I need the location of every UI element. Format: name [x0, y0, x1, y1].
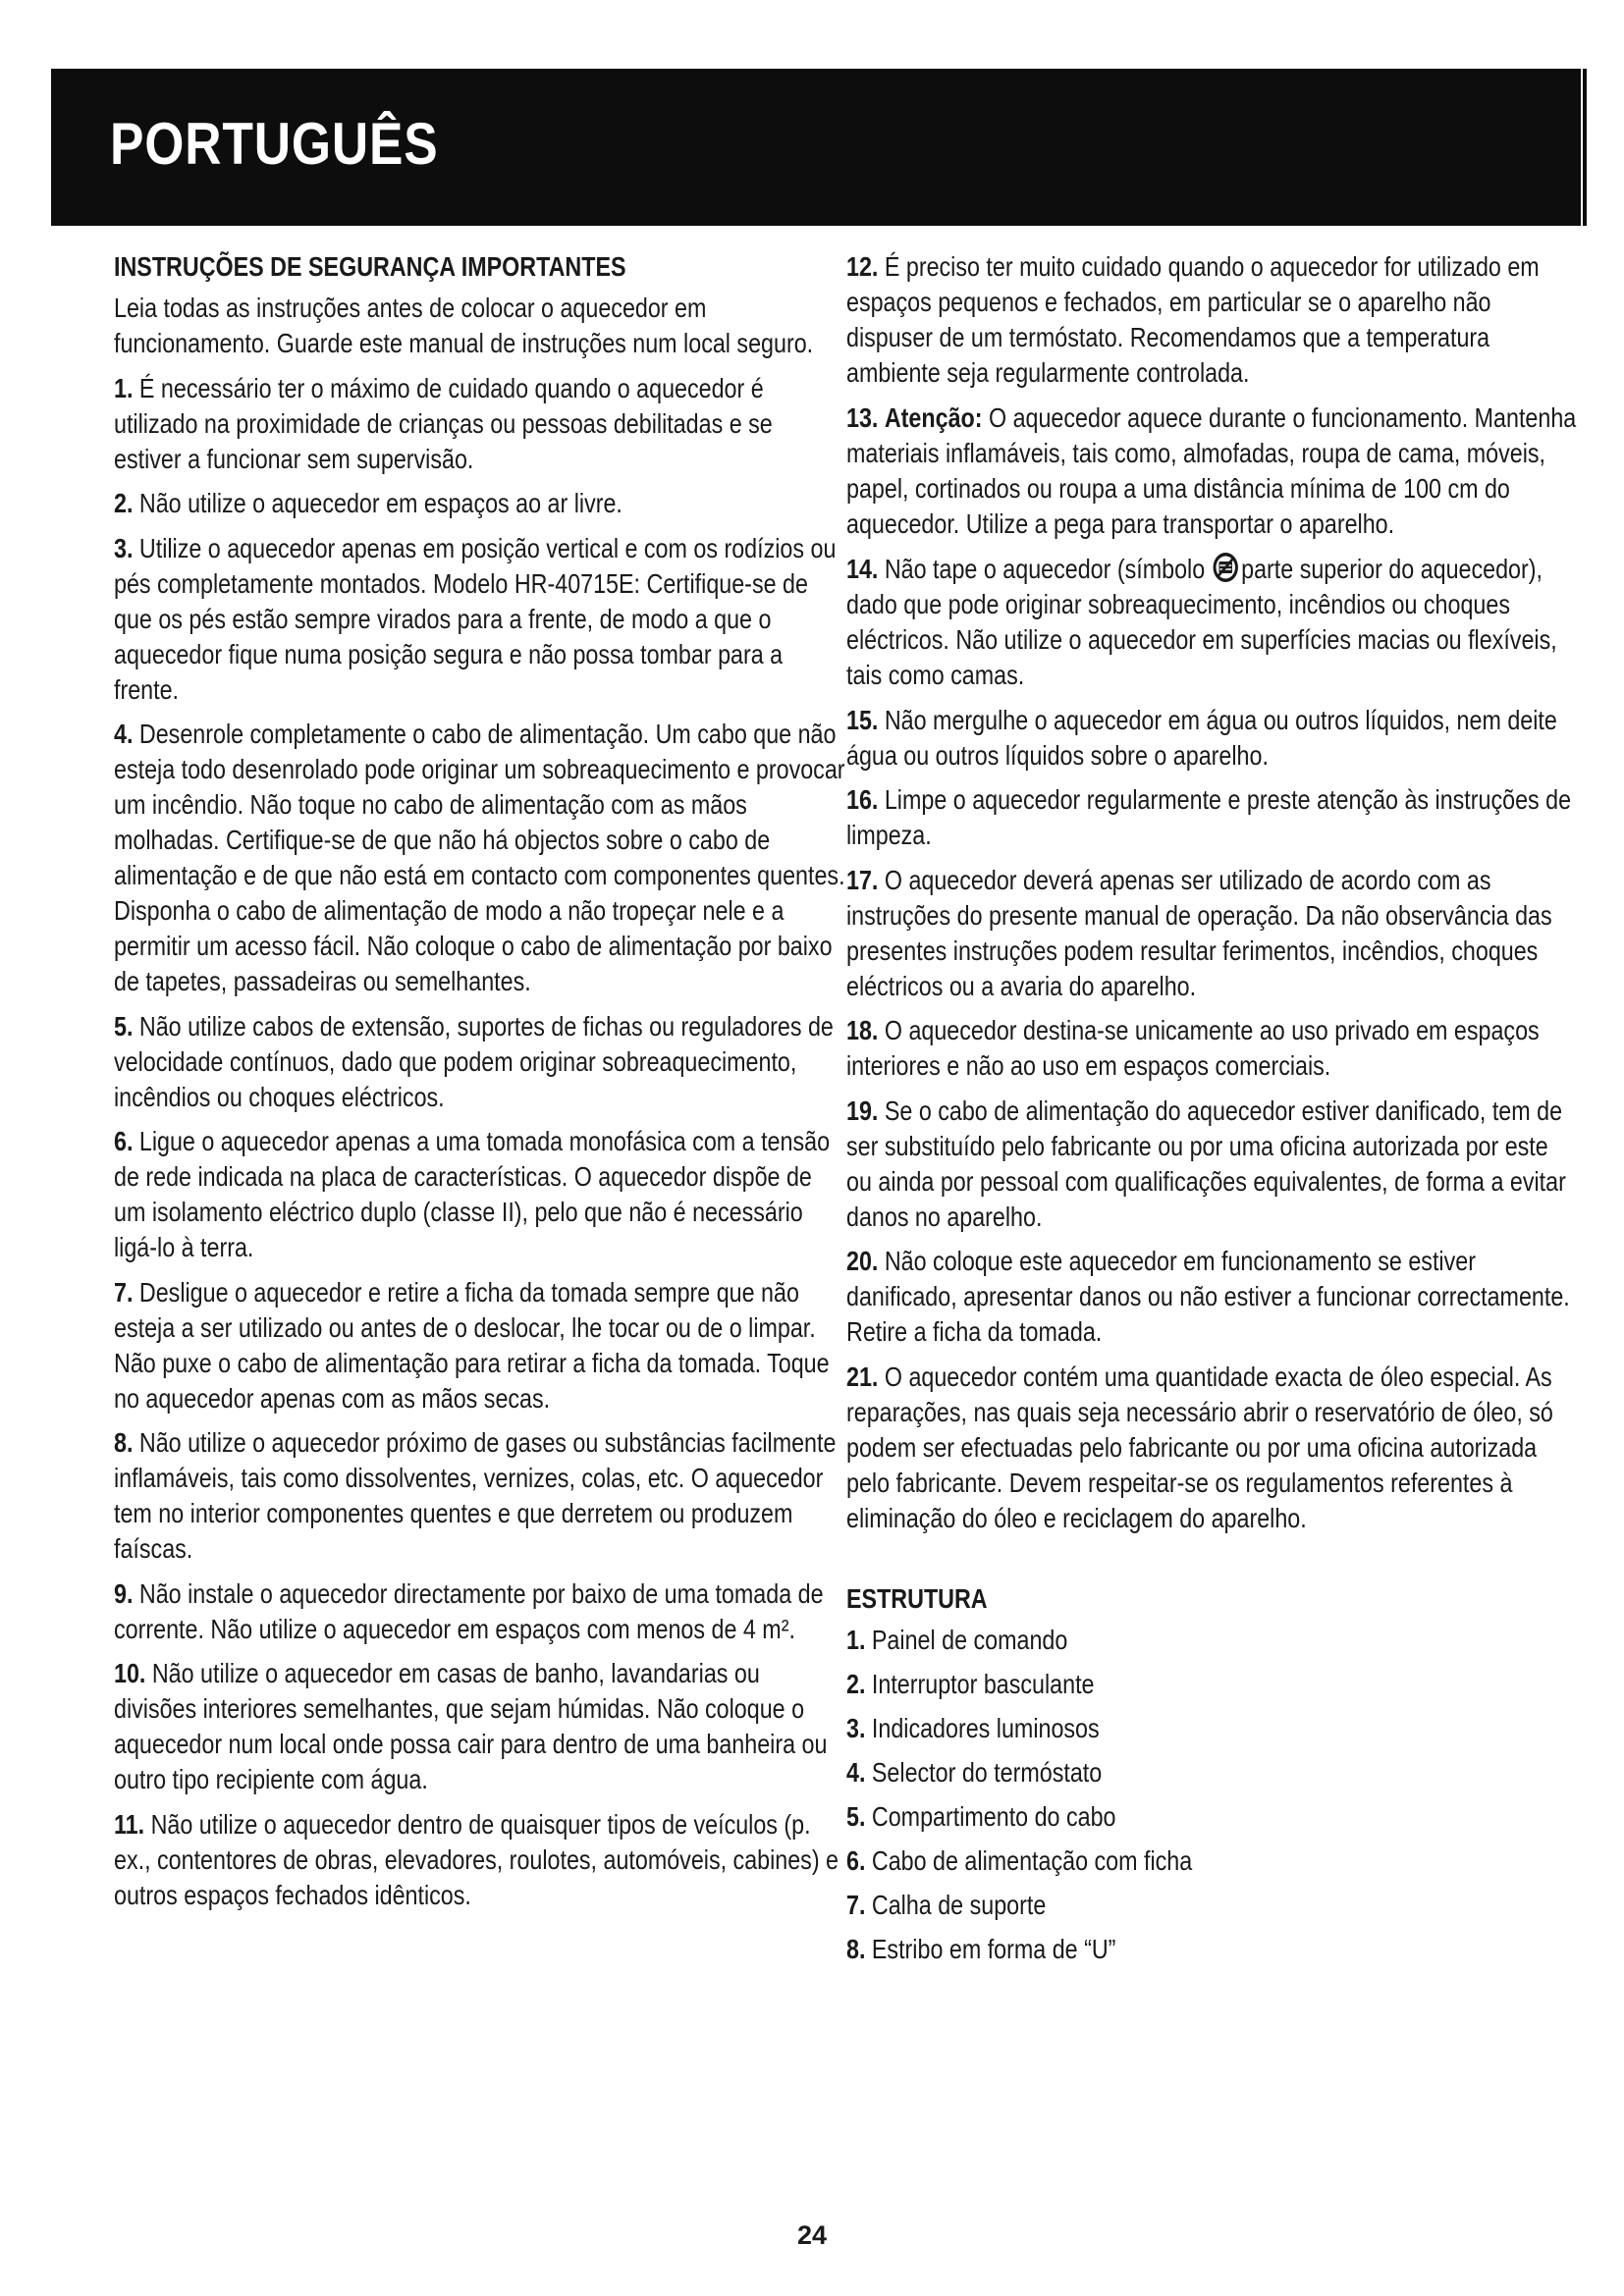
item-text: O aquecedor deverá apenas ser utilizado de acordo com as instruções do presente manual de operação. Da não observância das presentes instruções podem resultar ferimentos, incêndios, choques eléctricos ou a avaria do aparelho. [846, 864, 1552, 1001]
item-text-after: parte superior do aquecedor), dado que pode originar sobreaquecimento, incêndios ou choques eléctricos. Não utilize o aquecedor em superfícies macias ou flexíveis, tais como camas. [846, 554, 1557, 690]
item-number: 8. [114, 1427, 134, 1458]
safety-item-6 [114, 1124, 845, 1265]
item-text: Estribo em forma de “U” [871, 1934, 1116, 1964]
item-text: Desligue o aquecedor e retire a ficha da tomada sempre que não esteja a ser utilizado ou antes de o deslocar, lhe tocar ou de o limpar. Não puxe o cabo de alimentação para retirar a ficha da tomada. Toque no aquecedor apenas com as mãos secas. [114, 1276, 830, 1414]
do-not-cover-icon [1212, 551, 1240, 584]
safety-item-10 [114, 1656, 845, 1797]
item-text: Calha de suporte [871, 1890, 1047, 1920]
item-text: Não utilize o aquecedor em casas de banho, lavandarias ou divisões interiores semelhantes, que sejam húmidas. Não coloque o aquecedor num local onde possa cair para dentro de uma banheira ou outro tipo recipiente com água. [114, 1658, 828, 1794]
item-text: Cabo de alimentação com ficha [871, 1845, 1193, 1876]
item-text: Ligue o aquecedor apenas a uma tomada monofásica com a tensão de rede indicada na placa de características. O aquecedor dispõe de um isolamento eléctrico duplo (classe II), pelo que não é necessário ligá-lo à terra. [114, 1126, 831, 1262]
safety-heading: INSTRUÇÕES DE SEGURANÇA IMPORTANTES [114, 251, 626, 282]
item-number: 2. [846, 1669, 866, 1699]
item-text: É preciso ter muito cuidado quando o aquecedor for utilizado em espaços pequenos e fechados, em particular se o aparelho não dispuser de um termóstato. Recomendamos que a temperatura ambiente seja regularmente controlada. [846, 251, 1540, 388]
structure-item-2 [846, 1667, 1578, 1702]
item-text: Não instale o aquecedor directamente por baixo de uma tomada de corrente. Não utilize o aquecedor em espaços com menos de 4 m². [114, 1577, 824, 1644]
item-text: Desenrole completamente o cabo de alimentação. Um cabo que não esteja todo desenrolado pode originar um sobreaquecimento e provocar um incêndio. Não toque no cabo de alimentação com as mãos molhadas. Certifique-se de que não há objectos sobre o cabo de alimentação e de que não está em contacto com componentes quentes. Disponha o cabo de alimentação de modo a não tropeçar nele e a permitir um acesso fácil. Não coloque o cabo de alimentação por baixo de tapetes, passadeiras ou semelhantes. [114, 719, 845, 996]
item-number: 12. [846, 251, 879, 282]
safety-item-15 [846, 703, 1578, 774]
safety-intro: Leia todas as instruções antes de colocar o aquecedor em funcionamento. Guarde este manual de instruções num local seguro. [114, 293, 814, 358]
safety-item-5 [114, 1009, 845, 1115]
item-number: 21. [846, 1361, 879, 1392]
section-spacer [846, 1545, 1578, 1581]
safety-item-7 [114, 1275, 845, 1416]
safety-item-14 [846, 551, 1578, 693]
item-text: Não utilize o aquecedor em espaços ao ar livre. [138, 488, 623, 518]
item-number: 7. [114, 1276, 134, 1308]
item-text: O aquecedor contém uma quantidade exacta de óleo especial. As reparações, nas quais seja necessário abrir o reservatório de óleo, só podem ser efectuadas pelo fabricante ou por uma oficina autorizada pelo fabricante. Devem respeitar-se os regulamentos referentes à eliminação do óleo e reciclagem do aparelho. [846, 1361, 1553, 1533]
safety-item-20 [846, 1244, 1578, 1350]
item-number: 9. [114, 1577, 134, 1609]
item-number: 1. [846, 1625, 866, 1655]
item-number: 2. [114, 488, 134, 518]
item-number: 17. [846, 864, 879, 895]
item-text: Não utilize cabos de extensão, suportes de fichas ou reguladores de velocidade contínuos, dado que podem originar sobreaquecimento, incêndios ou choques eléctricos. [114, 1010, 834, 1112]
item-number: 1. [114, 372, 134, 403]
language-title: PORTUGUÊS [110, 111, 439, 177]
item-number: 15. [846, 704, 879, 735]
item-text: Não mergulhe o aquecedor em água ou outros líquidos, nem deite água ou outros líquidos sobre o aparelho. [846, 704, 1557, 771]
safety-item-3 [114, 531, 845, 708]
item-text: Limpe o aquecedor regularmente e preste atenção às instruções de limpeza. [846, 784, 1572, 850]
right-column [846, 249, 1578, 1976]
item-number: 7. [846, 1890, 866, 1920]
item-number: 19. [846, 1095, 879, 1126]
item-number: 4. [114, 719, 134, 749]
item-number: 3. [846, 1713, 866, 1743]
safety-item-17 [846, 863, 1578, 1004]
item-text: Interruptor basculante [871, 1669, 1095, 1699]
item-text: Não coloque este aquecedor em funcionamento se estiver danificado, apresentar danos ou não estiver a funcionar correctamente. Retire a ficha da tomada. [846, 1246, 1570, 1347]
item-number: 6. [114, 1126, 134, 1156]
safety-item-4 [114, 717, 845, 999]
page-number: 24 [796, 2220, 828, 2250]
safety-item-12 [846, 249, 1578, 391]
safety-item-16 [846, 782, 1578, 853]
left-column [114, 249, 845, 1922]
structure-item-7 [846, 1888, 1578, 1923]
structure-item-1 [846, 1623, 1578, 1658]
structure-item-6 [846, 1843, 1578, 1879]
header-band-edge [1583, 69, 1587, 226]
item-text: É necessário ter o máximo de cuidado quando o aquecedor é utilizado na proximidade de crianças ou pessoas debilitadas e se estiver a funcionar sem supervisão. [114, 372, 773, 474]
item-text: Não utilize o aquecedor próximo de gases ou substâncias facilmente inflamáveis, tais como dissolventes, vernizes, colas, etc. O aquecedor tem no interior componentes quentes e que derretem ou produzem faíscas. [114, 1427, 837, 1564]
structure-heading: ESTRUTURA [846, 1583, 988, 1614]
item-number: 6. [846, 1845, 866, 1876]
safety-item-13 [846, 400, 1578, 542]
structure-item-8 [846, 1932, 1578, 1967]
item-text: Compartimento do cabo [871, 1801, 1116, 1832]
item-text: Não utilize o aquecedor dentro de quaisquer tipos de veículos (p. ex., contentores de obras, elevadores, roulotes, automóveis, cabines) e outros espaços fechados idênticos. [114, 1808, 839, 1910]
item-number: 14. [846, 554, 879, 584]
item-number: 18. [846, 1015, 879, 1045]
item-text-before: Não tape o aquecedor (símbolo [884, 554, 1206, 584]
item-number: 5. [114, 1010, 134, 1041]
safety-item-19 [846, 1094, 1578, 1235]
item-number: 13. [846, 401, 879, 433]
item-number: 10. [114, 1658, 146, 1688]
item-text: Indicadores luminosos [871, 1713, 1100, 1743]
item-number: 3. [114, 532, 134, 563]
safety-item-11 [114, 1807, 845, 1913]
item-text: O aquecedor aquece durante o funcionamento. Mantenha materiais inflamáveis, tais como, almofadas, roupa de cama, móveis, papel, cortinados ou roupa a uma distância mínima de 100 cm do aquecedor. Utilize a pega para transportar o aparelho. [846, 401, 1577, 539]
item-number: 4. [846, 1757, 866, 1788]
structure-item-3 [846, 1711, 1578, 1746]
item-number: 20. [846, 1246, 879, 1276]
item-number: 11. [114, 1808, 145, 1840]
item-text: Utilize o aquecedor apenas em posição vertical e com os rodízios ou pés completamente montados. Modelo HR-40715E: Certifique-se de que os pés estão sempre virados para a frente, de modo a que o aquecedor fique numa posição segura e não possa tombar para a frente. [114, 532, 837, 705]
warning-label: Atenção: [884, 401, 983, 433]
safety-item-18 [846, 1013, 1578, 1084]
structure-item-4 [846, 1755, 1578, 1790]
item-text: Se o cabo de alimentação do aquecedor estiver danificado, tem de ser substituído pelo fabricante ou por uma oficina autorizada por este ou ainda por pessoal com qualificações equivalentes, de forma a evitar danos no aparelho. [846, 1095, 1566, 1232]
safety-item-9 [114, 1576, 845, 1647]
item-number: 5. [846, 1801, 866, 1832]
item-number: 16. [846, 784, 879, 815]
safety-item-2 [114, 486, 845, 521]
item-text: Painel de comando [871, 1625, 1068, 1655]
item-number: 8. [846, 1934, 866, 1964]
safety-item-8 [114, 1425, 845, 1567]
item-text: Selector do termóstato [871, 1757, 1103, 1788]
safety-item-21 [846, 1360, 1578, 1536]
item-text: O aquecedor destina-se unicamente ao uso privado em espaços interiores e não ao uso em espaços comerciais. [846, 1015, 1540, 1081]
safety-item-1 [114, 371, 845, 477]
structure-item-5 [846, 1799, 1578, 1835]
